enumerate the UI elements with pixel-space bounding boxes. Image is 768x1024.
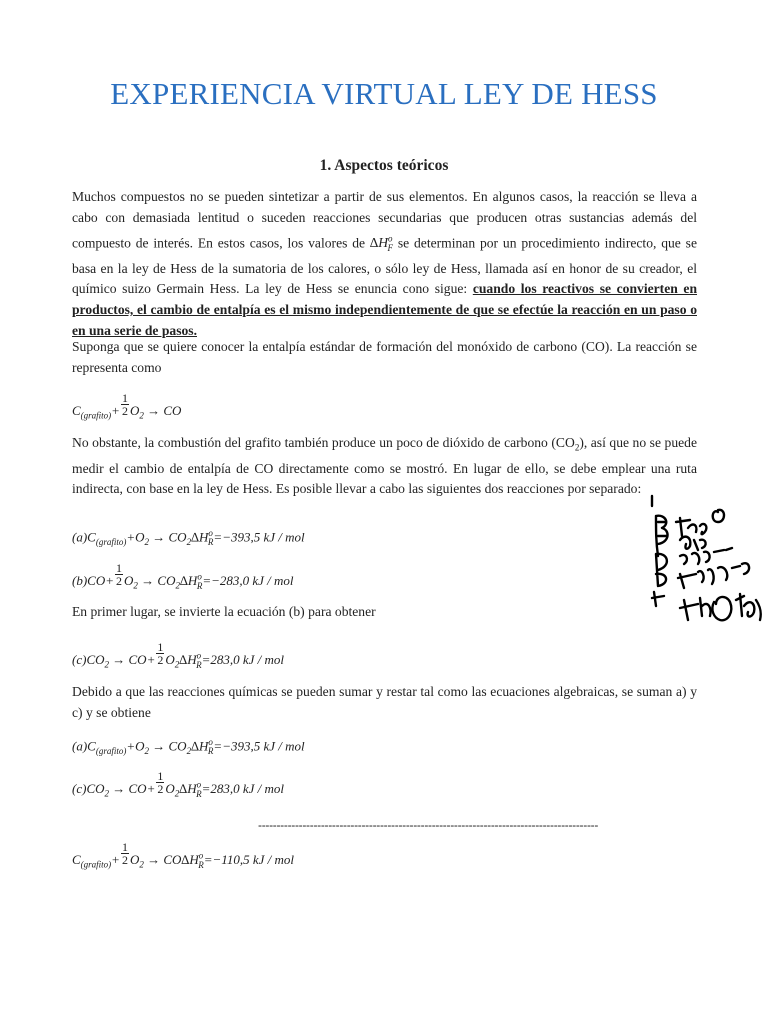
fraction-half: $\frac{1}{2}$ — [157, 640, 164, 667]
handwritten-scribble — [640, 488, 768, 638]
equation-a: $(a)C_{(grafito)}+O_2 \to CO_2\Delta H^o_R=-393,5$ kJ / mol — [72, 528, 305, 547]
delta-h-f-symbol: $\Delta H^o_F$ — [369, 233, 394, 253]
document-title: EXPERIENCIA VIRTUAL LEY DE HESS — [110, 76, 658, 111]
fraction-half: $\frac{1}{2}$ — [116, 561, 123, 588]
paragraph-combustion: No obstante, la combustión del grafito también produce un poco de dióxido de carbono $(CO_2)$, así que no se puede medir el cambio de entalpía de CO directamente como se mostró. En lugar de ello, se debe emplear una ruta indirecta, con base en la ley de Hess. Es posible llevar a cabo las siguientes dos reacciones por separado: — [72, 435, 697, 497]
equation-final: $C_{(grafito)}+$ $\frac{1}{2}$ $O_2 \to CO\Delta H^o_R=-110,5$ kJ / mol — [72, 840, 294, 870]
section-heading: 1. Aspectos teóricos — [319, 157, 449, 174]
paragraph-co-formation: Suponga que se quiere conocer la entalpía estándar de formación del monóxido de carbono (CO). La reacción se representa como — [72, 339, 697, 375]
fraction-half: $\frac{1}{2}$ — [121, 391, 128, 418]
intro-paragraph: Muchos compuestos no se pueden sintetizar a partir de sus elementos. En algunos casos, la reacción se lleva a cabo con demasiada lentitud o suceden reacciones secundarias que producen otras sustancias además del compuesto de interés. En estos casos, los valores de $\Delta H^o_F$ se determinan por un procedimiento indirecto, que se basa en la ley de Hess de la sumatoria de los calores, o sólo ley de Hess, llamada así en honor de su creador, el químico suizo Germain Hess. La ley de Hess se enuncia cono sigue: cuando los reactivos se convierten en productos, el cambio de entalpía es el mismo independientemente de que se efectúe la reacción en un paso o en una serie de pasos. — [72, 189, 698, 339]
equation-b: (b)CO+ $\frac{1}{2}$ $O_2 \to CO_2\Delta H^o_R=-283,0$ kJ / mol — [72, 561, 294, 591]
paragraph-invert: En primer lugar, se invierte la ecuación (b) para obtener — [72, 604, 376, 619]
hess-law-statement: cuando los reactivos se convierten en productos, el cambio de entalpía es el mismo independientemente de que se efectúe la reacción en un paso o en una serie de pasos. — [72, 281, 698, 339]
equation-c: $(c)CO_2 \to CO+$ $\frac{1}{2}$ $O_2\Delta H^o_R=283,0$ kJ / mol — [72, 640, 285, 670]
separator-line: -------------------------------------------------------------------------------------------- — [258, 818, 599, 832]
fraction-half: $\frac{1}{2}$ — [121, 840, 128, 867]
fraction-half: $\frac{1}{2}$ — [157, 769, 164, 796]
paragraph-sum: Debido a que las reacciones químicas se pueden sumar y restar tal como las ecuaciones algebraicas, se suman a) y c) y se obtiene — [72, 684, 697, 720]
equation-c-repeat: $(c)CO_2 \to CO+$ $\frac{1}{2}$ $O_2\Delta H^o_R=283,0$ kJ / mol — [72, 769, 285, 799]
equation-co-formation: $C_{(grafito)}+$ $\frac{1}{2}$ $O_2$ → CO — [72, 391, 182, 421]
equation-a-repeat: $(a)C_{(grafito)}+O_2 \to CO_2\Delta H^o_R=-393,5$ kJ / mol — [72, 737, 305, 756]
